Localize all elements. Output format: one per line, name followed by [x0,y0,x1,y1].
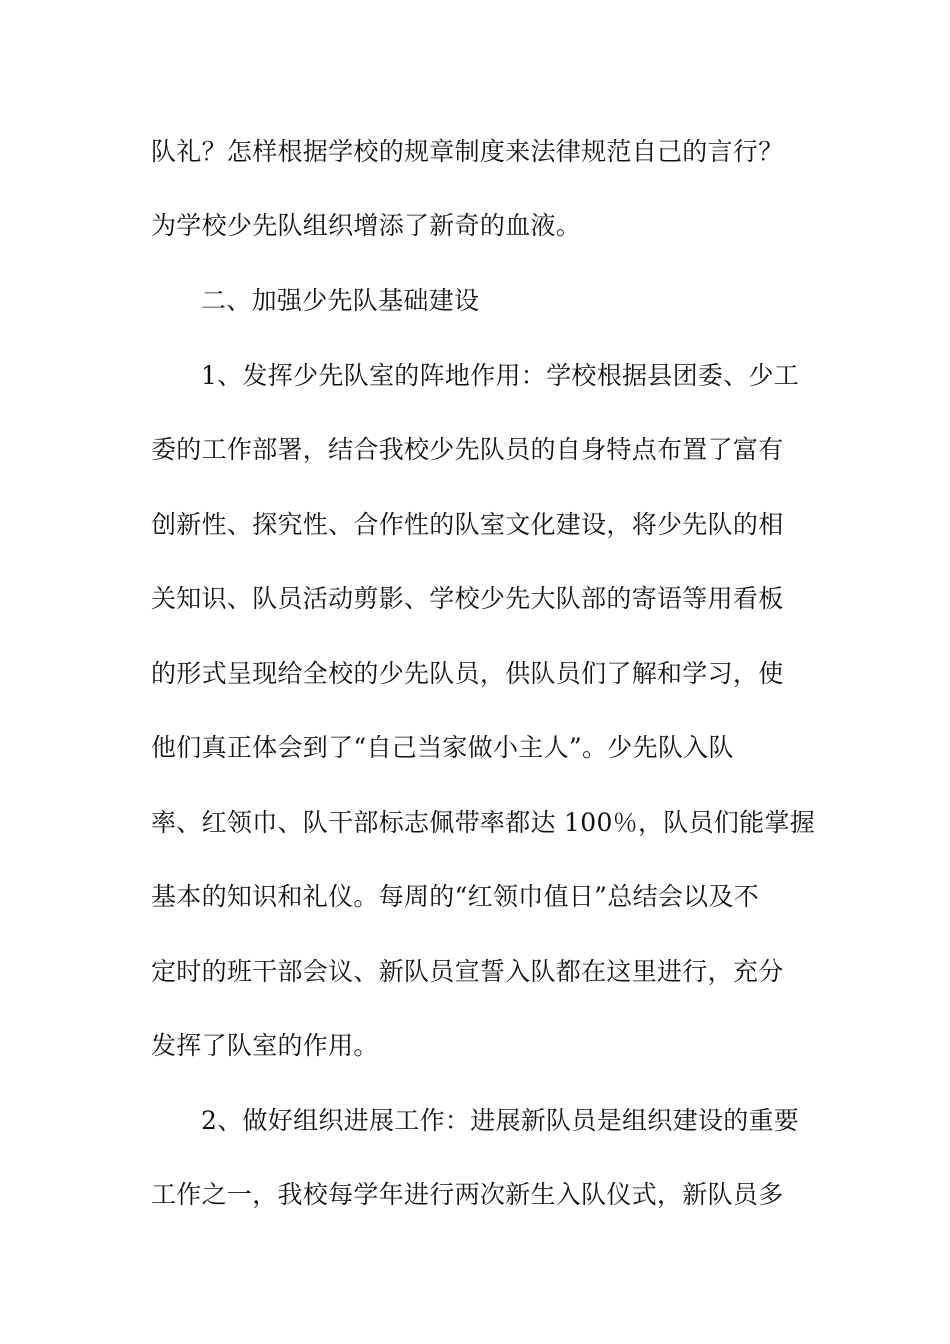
text-line-2: 为学校少先队组织增添了新奇的血液。 [151,211,582,240]
paragraph-1-line-6: 他们真正体会到了“自己当家做小主人”。少先队入队 [151,733,734,762]
paragraph-1-line-1: 1、发挥少先队室的阵地作用：学校根据县团委、少工 [201,361,800,390]
paragraph-1-line-2: 委的工作部署，结合我校少先队员的自身特点布置了富有 [151,435,784,464]
paragraph-1-line-4: 关知识、队员活动剪影、学校少先大队部的寄语等用看板 [151,584,784,613]
paragraph-1-line-7: 率、红领巾、队干部标志佩带率都达 100％，队员们能掌握 [151,808,816,837]
paragraph-1-line-10: 发挥了队室的作用。 [151,1031,379,1060]
paragraph-2-line-2: 工作之一，我校每学年进行两次新生入队仪式，新队员多 [151,1180,784,1209]
paragraph-2-line-1: 2、做好组织进展工作：进展新队员是组织建设的重要 [201,1106,800,1135]
text-line-1: 队礼？怎样根据学校的规章制度来法律规范自己的言行？ [151,137,784,166]
paragraph-1-line-8: 基本的知识和礼仪。每周的“红领巾值日”总结会以及不 [151,882,760,911]
paragraph-1-line-9: 定时的班干部会议、新队员宣誓入队都在这里进行，充分 [151,957,784,986]
paragraph-1-line-3: 创新性、探究性、合作性的队室文化建设，将少先队的相 [151,510,784,539]
section-heading: 二、加强少先队基础建设 [201,286,480,315]
paragraph-1-line-5: 的形式呈现给全校的少先队员，供队员们了解和学习，使 [151,659,784,688]
